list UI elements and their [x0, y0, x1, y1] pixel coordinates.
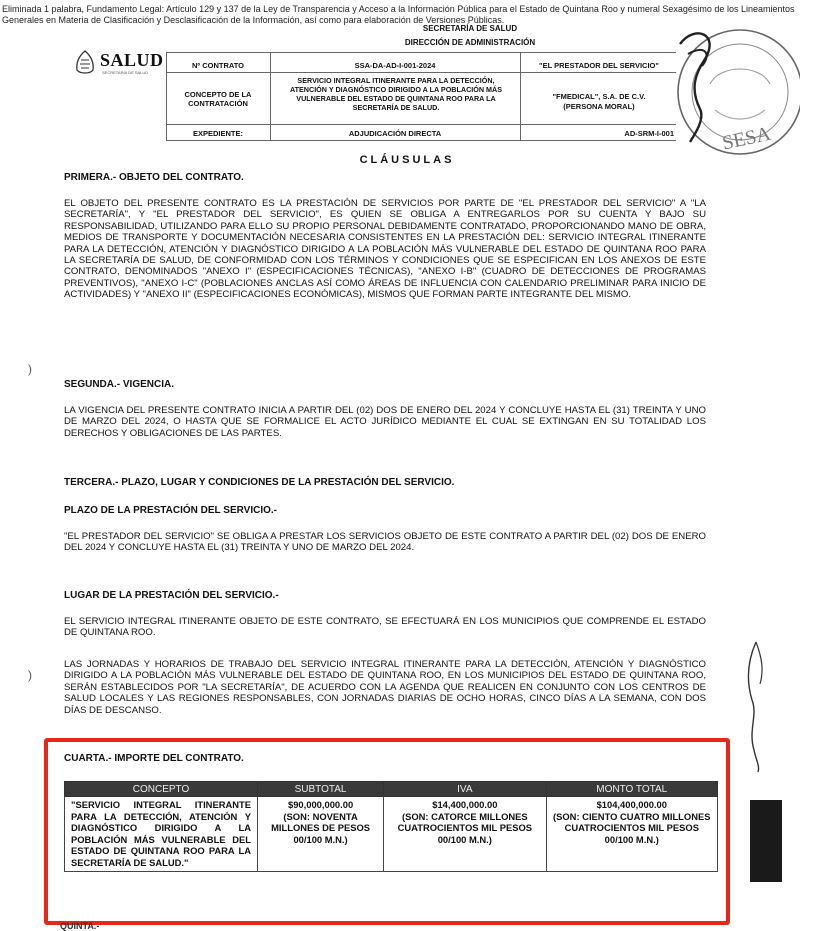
total-words: (SON: CIENTO CUATRO MILLONES CUATROCIENTOS MIL PESOS 00/100 M.N.)	[553, 810, 711, 845]
tercera-heading: TERCERA.- PLAZO, LUGAR Y CONDICIONES DE LA PRESTACIÓN DEL SERVICIO.	[64, 477, 455, 488]
col-concepto: CONCEPTO	[65, 782, 258, 797]
concepto-label: CONCEPTO DE LA CONTRATACIÓN	[184, 90, 252, 108]
contrato-label: Nº CONTRATO	[191, 61, 245, 70]
logo-subtitle: SECRETARÍA DE SALUD	[102, 70, 149, 75]
plazo-heading: PLAZO DE LA PRESTACIÓN DEL SERVICIO.-	[64, 505, 277, 516]
expediente-value: ADJUDICACIÓN DIRECTA	[348, 129, 442, 138]
prestador-label: "EL PRESTADOR DEL SERVICIO"	[539, 61, 659, 70]
lugar-body: EL SERVICIO INTEGRAL ITINERANTE OBJETO DE ESTE CONTRATO, SE EFECTUARÁ EN LOS MUNICIPIOS QUE COMPRENDE EL ESTADO DE QUINTANA ROO.	[64, 616, 706, 639]
table-row	[65, 797, 718, 872]
col-total: MONTO TOTAL	[546, 782, 717, 797]
plazo-body: "EL PRESTADOR DEL SERVICIO" SE OBLIGA A PRESTAR LOS SERVICIOS OBJETO DE ESTE CONTRATO A PARTIR DEL (02) DOS DE ENERO DEL 2024 Y CONCLUYE HASTA EL (31) TREINTA Y UNO DE MARZO DEL 2024.	[64, 531, 706, 554]
primera-body: EL OBJETO DEL PRESENTE CONTRATO ES LA PRESTACIÓN DE SERVICIOS POR PARTE DE "EL PRESTADOR DEL SERVICIO" A "LA SECRETARÍA", Y "EL PRESTADOR DEL SERVICIO", ES QUIEN SE OBLIGA A ENTREGARLOS POR SU CUENTA Y BAJO SU RESPONSABILIDAD, UTILIZANDO PARA ELLO SU PROPIO PERSONAL DEBIDAMENTE CONTRATADO, PROPORCIONANDO MANO DE OBRA, MEDIOS DE TRANSPORTE Y DOCUMENTACIÓN NECESARIA CONSISTENTES EN LA PRESTACIÓN DEL: SERVICIO INTEGRAL ITINERANTE PARA LA DETECCIÓN, ATENCIÓN Y DIAGNÓSTICO DIRIGIDO A LA POBLACIÓN MÁS VULNERABLE DEL ESTADO DE QUINTANA ROO PARA LA SECRETARÍA DE SALUD, DE CONFORMIDAD CON LOS TÉRMINOS Y CONDICIONES QUE SE ESPECIFICAN EN LOS ANEXOS DE ESTE CONTRATO, DENOMINADOS "ANEXO I" (ESPECIFICACIONES TÉCNICAS), "ANEXO I-B" (CUADRO DE DETECCIONES DE PROGRAMAS PREVENTIVOS), "ANEXO I-C" (POBLACIONES ANCLAS ASÍ COMO ÁREAS DE INFLUENCIA CON CALENDARIO PRELIMINAR PARA INICIO DE ACTIVIDADES) Y "ANEXO II" (ESPECIFICACIONES ECONÓMICAS), MISMOS QUE FORMAN PARTE INTEGRANTE DEL MISMO.	[64, 198, 706, 301]
logo-name: SALUD	[100, 50, 164, 70]
persona-moral: (PERSONA MORAL)	[563, 102, 635, 111]
expediente-code: AD-SRM-I-001	[624, 129, 674, 138]
cell-total	[546, 797, 717, 872]
segunda-body: LA VIGENCIA DEL PRESENTE CONTRATO INICIA A PARTIR DEL (02) DOS DE ENERO DEL 2024 Y CONCLUYE HASTA EL (31) TREINTA Y UNO DE MARZO DEL 2024, O HASTA QUE SE FORMALICE EL ACTO JURÍDICO MEDIANTE EL CUAL SE EXTINGAN EN SU TOTALIDAD LOS DERECHOS Y OBLIGACIONES DE LAS PARTES.	[64, 405, 706, 439]
header-secretaria: SECRETARÍA DE SALUD	[422, 24, 518, 33]
concepto-value: SERVICIO INTEGRAL ITINERANTE PARA LA DETECCIÓN, ATENCIÓN Y DIAGNÓSTICO DIRIGIDO A LA POBLACIÓN MÁS VULNERABLE DEL ESTADO DE QUINTANA ROO PARA LA SECRETARÍA DE SALUD.	[289, 76, 503, 112]
margin-signature-icon	[738, 640, 772, 775]
empresa-name: "FMEDICAL", S.A. DE C.V.	[552, 92, 646, 101]
cell-iva	[384, 797, 546, 872]
clausulas-title: CLÁUSULAS	[359, 154, 455, 166]
document-header	[70, 24, 730, 146]
total-amount: $104,400,000.00	[596, 799, 667, 810]
iva-words: (SON: CATORCE MILLONES CUATROCIENTOS MIL PESOS 00/100 M.N.)	[397, 810, 533, 845]
expediente-label: EXPEDIENTE:	[192, 129, 243, 138]
redaction-notice: Eliminada 1 palabra, Fundamento Legal: Artículo 129 y 137 de la Ley de Transparencia y Acceso a la Información Pública para el Estado de Quintana Roo y numeral Sexagésimo de los Lineamientos Generales en Materia de Clasificación y Desclasificación de la Información, así como para elaboración de Versiones Públicas.	[2, 4, 795, 25]
primera-heading: PRIMERA.- OBJETO DEL CONTRATO.	[64, 172, 244, 183]
jornadas-body: LAS JORNADAS Y HORARIOS DE TRABAJO DEL SERVICIO INTEGRAL ITINERANTE PARA LA DETECCIÓN, ATENCIÓN Y DIAGNÓSTICO DIRIGIDO A LA POBLACIÓN MÁS VULNERABLE DEL ESTADO DE QUINTANA ROO, EN LOS MUNICIPIOS DEL ESTADO DE QUINTANA ROO, SERÁN ESTABLECIDOS POR "LA SECRETARÍA", DE ACUERDO CON LA AGENDA QUE REALICEN EN CONJUNTO CON LOS CENTROS DE SALUD LOCALES Y LAS REGIONES RESPONSABLES, CON JORNADAS DIARIAS DE OCHO HORAS, CINCO DÍAS A LA SEMANA, CON DOS DÍAS DE DESCANSO.	[64, 659, 706, 716]
lugar-heading: LUGAR DE LA PRESTACIÓN DEL SERVICIO.-	[64, 590, 279, 601]
cuarta-heading: CUARTA.- IMPORTE DEL CONTRATO.	[64, 753, 244, 764]
cell-concepto: "SERVICIO INTEGRAL ITINERANTE PARA LA DETECCIÓN, ATENCIÓN Y DIAGNÓSTICO DIRIGIDO A LA POBLACIÓN MÁS VULNERABLE DEL ESTADO DE QUINTANA ROO PARA LA SECRETARÍA DE SALUD."	[65, 797, 258, 872]
iva-amount: $14,400,000.00	[432, 799, 498, 810]
salud-logo	[74, 50, 162, 80]
col-subtotal: SUBTOTAL	[258, 782, 384, 797]
subtotal-words: (SON: NOVENTA MILLONES DE PESOS 00/100 M.N.)	[271, 810, 371, 845]
col-iva: IVA	[384, 782, 546, 797]
seal-text: SESA	[720, 122, 773, 155]
next-clause-cut: QUINTA.-	[60, 921, 100, 931]
importe-table	[64, 781, 718, 872]
contrato-value: SSA-DA-AD-I-001-2024	[354, 61, 436, 70]
segunda-heading: SEGUNDA.- VIGENCIA.	[64, 379, 175, 390]
header-direccion: DIRECCIÓN DE ADMINISTRACIÓN	[404, 38, 536, 47]
margin-bracket-icon: )	[28, 362, 32, 376]
subtotal-amount: $90,000,000.00	[287, 799, 354, 810]
cell-subtotal	[258, 797, 384, 872]
emblem-icon	[74, 50, 96, 76]
redaction-bar	[750, 800, 782, 882]
margin-bracket-icon: )	[28, 668, 32, 682]
official-seal-icon	[650, 14, 800, 160]
